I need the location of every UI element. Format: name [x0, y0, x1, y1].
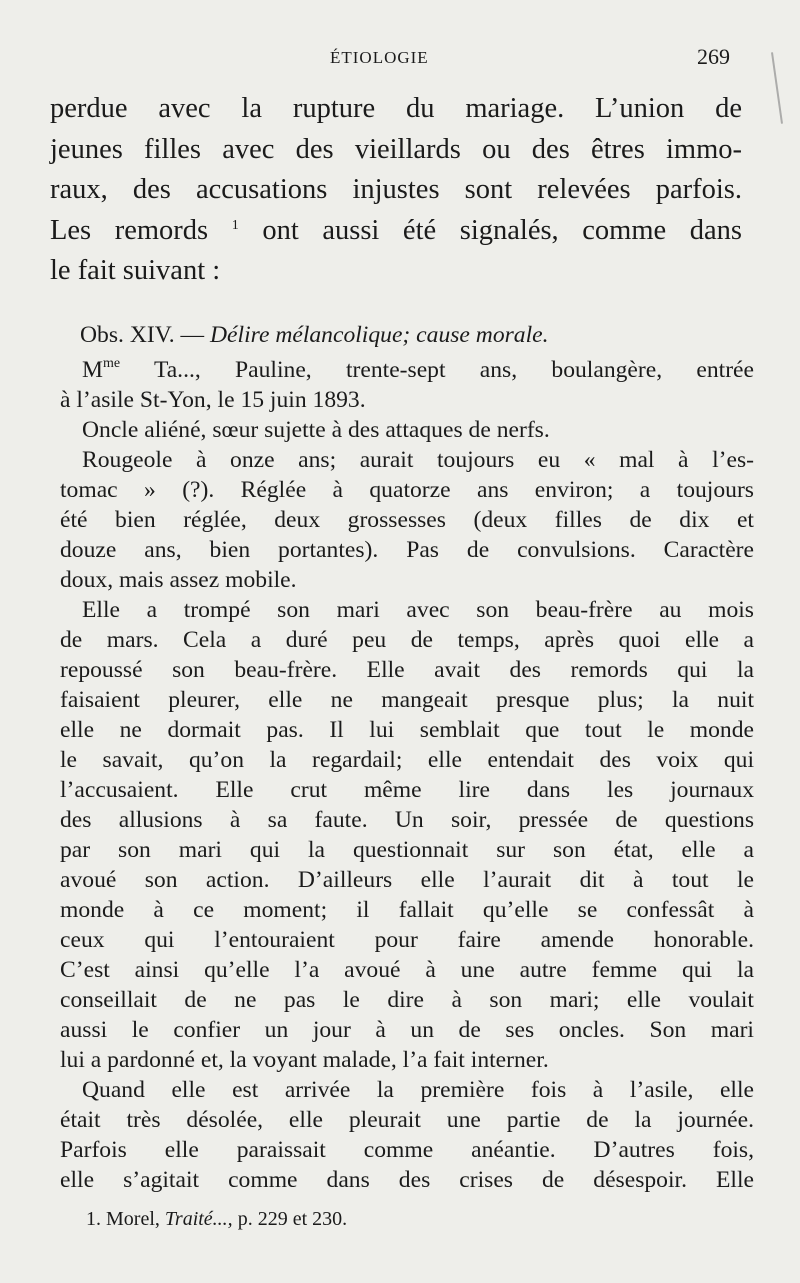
- case-line: elle ne dormait pas. Il lui semblait que tout le monde: [60, 717, 754, 743]
- case-line: tomac » (?). Réglée à quatorze ans environ; a toujours: [60, 477, 754, 503]
- footnote-reference: 1: [231, 218, 239, 233]
- page-header: [0, 44, 800, 74]
- case-line: l’accusaient. Elle crut même lire dans les journaux: [60, 777, 754, 803]
- case-line: $M^{me}$ Ta..., Pauline, trente-sept ans, boulangère, entrée: [82, 356, 754, 383]
- footnote-author: Morel,: [106, 1208, 160, 1230]
- observation-heading: [80, 321, 640, 351]
- case-line: ceux qui l’entouraient pour faire amende honorable.: [60, 927, 754, 953]
- text-line-with-footnote: [50, 211, 742, 252]
- case-line: le savait, qu’on la regardail; elle entendait des voix qui: [60, 747, 754, 773]
- text-fragment: Les remords: [50, 215, 209, 246]
- case-line: par son mari qui la questionnait sur son état, elle a: [60, 837, 754, 863]
- case-line: des allusions à sa faute. Un soir, pressée de questions: [60, 807, 754, 833]
- case-line: Elle a trompé son mari avec son beau-frère au mois: [82, 597, 754, 623]
- honorific: $M^{me}$: [82, 356, 121, 383]
- case-line: Parfois elle paraissait comme anéantie. D’autres fois,: [60, 1137, 754, 1163]
- footnote-number: 1.: [86, 1208, 101, 1230]
- text-line: perdue avec la rupture du mariage. L’union de: [50, 93, 742, 124]
- page-number: 269: [697, 44, 730, 69]
- case-line: aussi le confier un jour à un de ses oncles. Son mari: [60, 1017, 754, 1043]
- case-line: monde à ce moment; il fallait qu’elle se confessât à: [60, 897, 754, 923]
- case-line: été bien réglée, deux grossesses (deux filles de dix et: [60, 507, 754, 533]
- case-line: était très désolée, elle pleurait une partie de la journée.: [60, 1107, 754, 1133]
- case-line: lui a pardonné et, la voyant malade, l’a fait interner.: [60, 1047, 549, 1073]
- observation-label: Obs. XIV. —: [80, 322, 205, 348]
- case-line: elle s’agitait comme dans des crises de désespoir. Elle: [60, 1167, 754, 1193]
- case-line: doux, mais assez mobile.: [60, 567, 297, 593]
- text-line: jeunes filles avec des vieillards ou des êtres immo-: [50, 134, 742, 165]
- observation-title: Délire mélancolique; cause morale.: [210, 322, 549, 348]
- footnote-pages: p. 229 et 230.: [237, 1208, 348, 1230]
- case-line: Oncle aliéné, sœur sujette à des attaques de nerfs.: [82, 417, 550, 443]
- footnote: [86, 1208, 347, 1231]
- case-line: faisaient pleurer, elle ne mangeait presque plus; la nuit: [60, 687, 754, 713]
- text-fragment: ont aussi été signalés, comme dans: [262, 215, 742, 246]
- case-line: douze ans, bien portantes). Pas de convulsions. Caractère: [60, 537, 754, 563]
- case-line: C’est ainsi qu’elle l’a avoué à une autre femme qui la: [60, 957, 754, 983]
- footnote-work: Traité...,: [164, 1208, 233, 1230]
- case-line: Rougeole à onze ans; aurait toujours eu « mal à l’es-: [82, 447, 754, 473]
- case-line: Quand elle est arrivée la première fois à l’asile, elle: [82, 1077, 754, 1103]
- case-line: de mars. Cela a duré peu de temps, après quoi elle a: [60, 627, 754, 653]
- case-line: repoussé son beau-frère. Elle avait des remords qui la: [60, 657, 754, 683]
- text-line: le fait suivant :: [50, 255, 221, 286]
- case-line: conseillait de ne pas le dire à son mari; elle voulait: [60, 987, 754, 1013]
- case-line: à l’asile St-Yon, le 15 juin 1893.: [60, 387, 366, 413]
- text-line: raux, des accusations injustes sont relevées parfois.: [50, 174, 742, 205]
- running-title: ÉTIOLOGIE: [330, 48, 429, 67]
- case-line: avoué son action. D’ailleurs elle l’aurait dit à tout le: [60, 867, 754, 893]
